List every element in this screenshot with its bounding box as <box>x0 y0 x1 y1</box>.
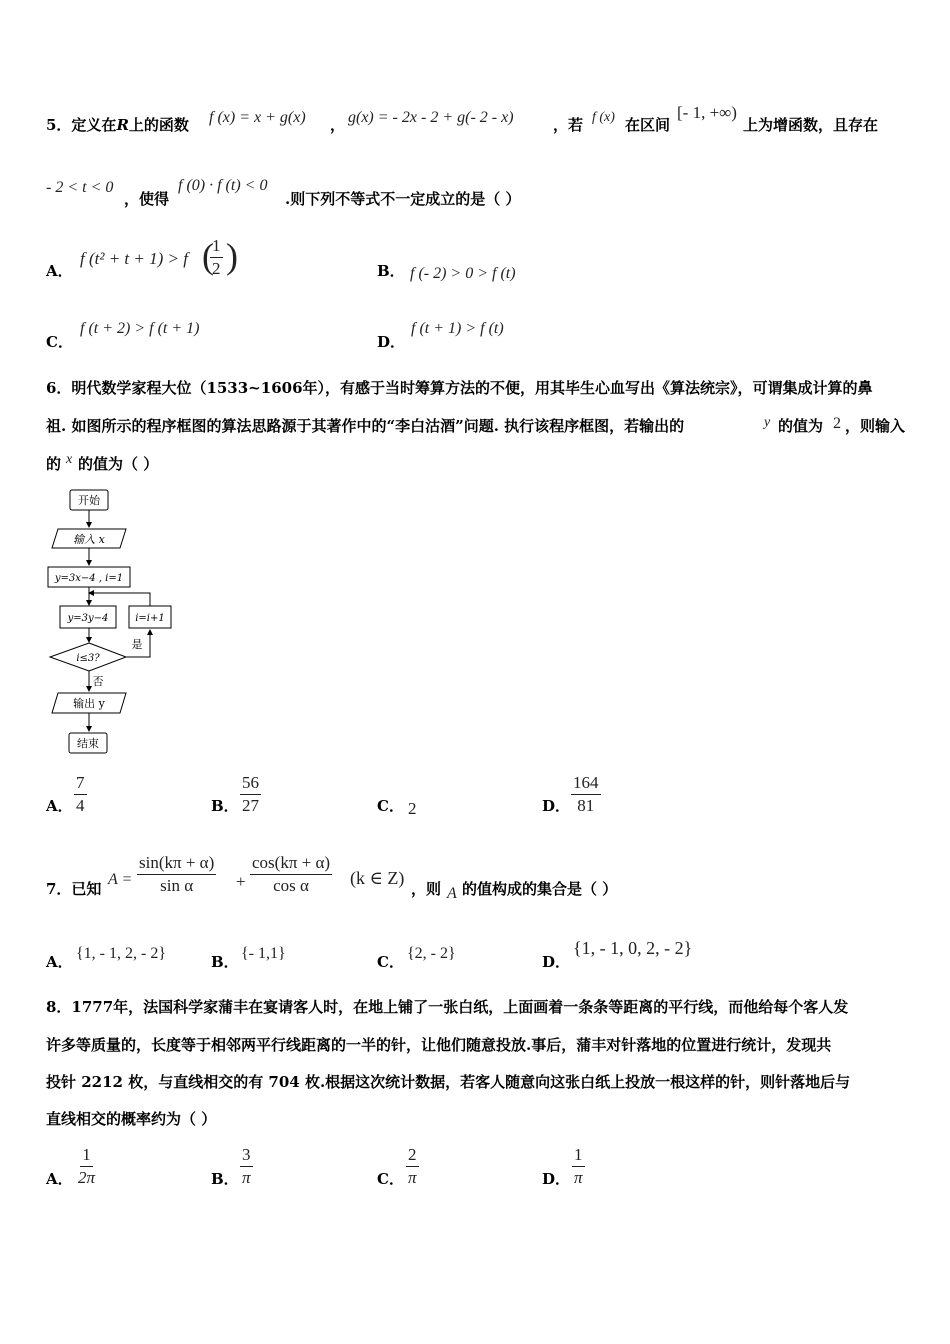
q6-flowchart <box>40 485 200 760</box>
q5-option-a-label[interactable]: A． <box>46 262 73 280</box>
q5-paren-left: ( <box>202 236 214 276</box>
flow-init-text: y=3x−4 , i=1 <box>54 573 124 584</box>
q6-option-d-label[interactable]: D． <box>542 797 571 815</box>
q8-option-d-label[interactable]: D． <box>542 1170 571 1188</box>
q5-option-c-label[interactable]: C． <box>46 333 73 351</box>
q5-option-a-expr: f (t² + t + 1) > f <box>80 249 188 268</box>
q6-line-3a: 的 <box>46 455 62 473</box>
flow-start-text: 开始 <box>78 494 100 507</box>
q5-option-a-fraction: $\frac{1}{2}$ <box>212 236 221 278</box>
q7-plus: + <box>236 872 246 891</box>
q6-option-d-fraction: $\frac{164}{81}$ <box>573 773 599 815</box>
q5-text-interval: 在区间 <box>625 116 671 134</box>
q7-option-a-label[interactable]: A． <box>46 953 73 971</box>
q5-text-start: 5．定义在R上的函数 <box>46 116 189 134</box>
q8-option-c-fraction: $\frac{2}{\pi}$ <box>408 1145 417 1187</box>
q5-g-definition: g(x) = - 2x - 2 + g(- 2 - x) <box>348 109 514 126</box>
q6-line-2a: 祖. 如图所示的程序框图的算法思路源于其著作中的“李白沽酒”问题. 执行该程序框图，若输出的 <box>46 417 685 435</box>
q7-fraction-sin: $\frac{\sin(k\pi + \alpha)}{\text{sin α}}$ <box>139 853 215 895</box>
flow-output-text: 输出 y <box>73 697 105 710</box>
flow-input-text: 输入 x <box>73 533 105 546</box>
flow-no-text: 否 <box>92 675 104 688</box>
q6-line-2b: 的值为 <box>778 417 824 435</box>
q6-y-var: y <box>764 415 771 430</box>
q7-fraction-cos: $\frac{\cos(k\pi + \alpha)}{\text{cos α}}$ <box>252 853 331 895</box>
q7-A-equals: A = <box>108 871 133 888</box>
q5-text-increasing: 上为增函数，且存在 <box>743 116 879 134</box>
q5-interval: [- 1, +∞) <box>677 103 737 122</box>
q8-line-2: 许多等质量的，长度等于相邻两平行线距离的一半的针，让他们随意投放.事后，蒲丰对针落地的位置进行统计，发现共 <box>46 1036 832 1054</box>
q7-option-d-set: {1, - 1, 0, 2, - 2} <box>573 938 693 958</box>
q5-option-b-expr: f (- 2) > 0 > f (t) <box>410 265 516 282</box>
q6-value-two: 2 <box>833 415 841 432</box>
q6-option-a-fraction: $\frac{7}{4}$ <box>76 773 85 815</box>
q5-option-d-label[interactable]: D． <box>377 333 406 351</box>
q7-option-a-set: {1, - 1, 2, - 2} <box>76 945 167 962</box>
q6-option-c-label[interactable]: C． <box>377 797 404 815</box>
q5-text-if: ，若 <box>553 116 584 134</box>
q8-option-c-label[interactable]: C． <box>377 1170 404 1188</box>
q5-question-stem: .则下列不等式不一定成立的是（ ） <box>285 190 521 208</box>
q7-option-c-set: {2, - 2} <box>407 945 456 962</box>
q5-fx: f (x) <box>592 110 615 125</box>
q7-text-then: ，则 <box>411 880 442 898</box>
q8-option-a-label[interactable]: A． <box>46 1170 73 1188</box>
q8-line-1: 8．1777年，法国科学家蒲丰在宴请客人时，在地上铺了一张白纸，上面画着一条条等距离的平行线，而他给每个客人发 <box>46 998 849 1016</box>
q5-option-c-expr: f (t + 2) > f (t + 1) <box>80 320 200 337</box>
q8-line-4: 直线相交的概率约为（ ） <box>46 1110 217 1128</box>
q6-option-b-label[interactable]: B． <box>211 797 239 815</box>
q6-option-b-fraction: $\frac{56}{27}$ <box>242 773 259 815</box>
q6-line-1: 6．明代数学家程大位（1533~1606年），有感于当时筹算方法的不便，用其毕生心血写出《算法统宗》，可谓集成计算的鼻 <box>46 379 873 397</box>
flow-end-text: 结束 <box>77 737 99 750</box>
q8-line-3: 投针 2212 枚，与直线相交的有 704 枚.根据这次统计数据，若客人随意向这张白纸上投放一根这样的针，则针落地后与 <box>46 1073 851 1091</box>
q6-line-3b: 的值为（ ） <box>78 455 159 473</box>
q5-condition-t: - 2 < t < 0 <box>46 179 114 196</box>
q5-comma: ， <box>330 116 346 134</box>
q7-option-d-label[interactable]: D． <box>542 953 571 971</box>
q5-option-d-expr: f (t + 1) > f (t) <box>411 320 504 337</box>
q8-option-b-label[interactable]: B． <box>211 1170 239 1188</box>
q6-option-c-value: 2 <box>408 799 417 818</box>
q6-option-a-label[interactable]: A． <box>46 797 73 815</box>
flow-condition-text: i≤3? <box>76 653 100 664</box>
q5-paren-right: ) <box>226 236 238 276</box>
q8-option-d-fraction: $\frac{1}{\pi}$ <box>574 1145 583 1187</box>
q5-text-such-that: ，使得 <box>124 190 170 208</box>
q5-product: f (0) · f (t) < 0 <box>178 177 268 194</box>
q7-question-stem: 的值构成的集合是（ ） <box>462 880 618 898</box>
q7-option-b-label[interactable]: B． <box>211 953 239 971</box>
q6-line-2c: ，则输入 <box>845 417 906 435</box>
q7-option-b-set: {- 1,1} <box>241 945 286 962</box>
q8-option-a-fraction: $\frac{1}{2\pi}$ <box>78 1145 96 1187</box>
q5-f-definition: f (x) = x + g(x) <box>209 109 306 126</box>
q8-option-b-fraction: $\frac{3}{\pi}$ <box>242 1145 251 1187</box>
flow-increment-text: i=i+1 <box>135 613 165 624</box>
flow-update-text: y=3y−4 <box>67 613 109 624</box>
q7-option-c-label[interactable]: C． <box>377 953 404 971</box>
q5-option-b-label[interactable]: B． <box>377 262 405 280</box>
q7-A-var: A <box>447 885 457 902</box>
q7-text-given: 7．已知 <box>46 880 102 898</box>
flow-yes-text: 是 <box>131 638 143 651</box>
q6-x-var: x <box>66 452 73 467</box>
q7-k-condition: (k ∈ Z) <box>350 868 405 888</box>
